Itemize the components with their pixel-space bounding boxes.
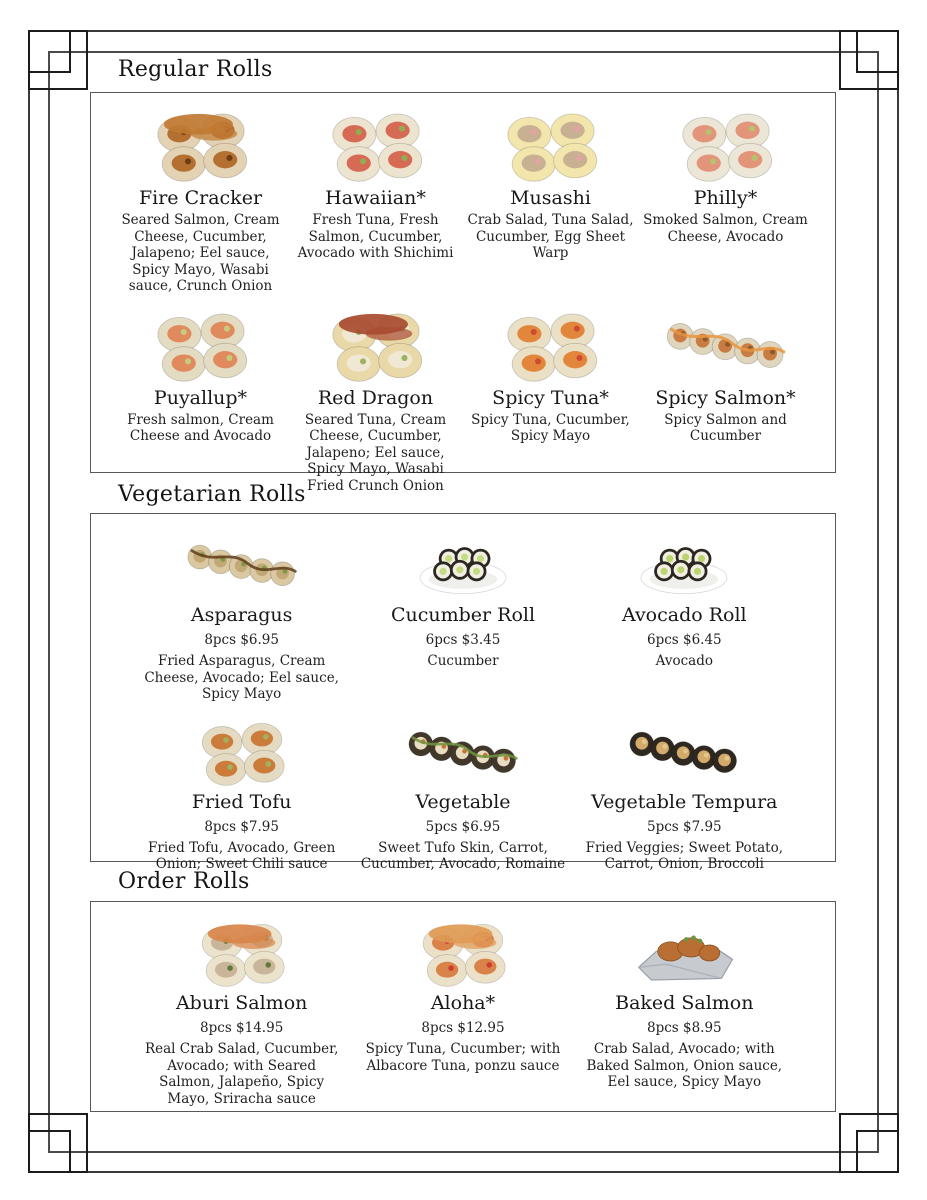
item-description: Avocado (655, 653, 713, 669)
item-description: Spicy Tuna, Cucumber, Spicy Mayo (471, 411, 630, 444)
section-heading-regular-rolls: Regular Rolls (118, 57, 273, 82)
frame-corner-ornament-top-left-outer (28, 30, 88, 90)
spicy-tuna-roll-photo (476, 303, 626, 383)
frame-corner-ornament-top-right-inner (856, 30, 899, 73)
puyallup-roll-photo (126, 303, 276, 383)
item-price: 6pcs $6.45 (646, 632, 722, 648)
order-rolls-box (90, 901, 836, 1112)
item-name: Fire Cracker (138, 187, 263, 209)
menu-item (131, 713, 352, 873)
menu-item (638, 303, 813, 495)
vegetarian-rolls-box (90, 513, 836, 872)
frame-corner-ornament-top-right-outer (839, 30, 899, 90)
item-name: Philly* (693, 187, 758, 209)
menu-item (352, 713, 573, 873)
item-name: Spicy Tuna* (492, 386, 609, 409)
item-name: Cucumber Roll (390, 604, 536, 626)
fire-cracker-roll-photo (126, 103, 276, 183)
musashi-roll-photo (476, 103, 626, 183)
frame-corner-ornament-bottom-right-outer (839, 1113, 899, 1173)
section-heading-order-rolls: Order Rolls (118, 869, 250, 894)
item-description: Seared Salmon, Cream Cheese, Cucumber, Jalapeno; Eel sauce, Spicy Mayo, Wasabi sauce, Crunch Onion (121, 212, 280, 294)
item-name: Musashi (510, 187, 591, 209)
item-description: Real Crab Salad, Cucumber, Avocado; with Seared Salmon, Jalapeño, Spicy Mayo, Sriracha sauce (144, 1041, 339, 1107)
item-price: 8pcs $7.95 (204, 818, 279, 835)
item-name: Vegetable Tempura (591, 790, 778, 813)
item-name: Asparagus (190, 604, 293, 626)
frame-corner-ornament-bottom-left-inner (28, 1130, 71, 1173)
menu-item (352, 526, 573, 703)
baked-salmon-roll-photo (609, 914, 759, 988)
spicy-salmon-roll-photo (651, 303, 801, 383)
item-price: 6pcs $3.45 (425, 632, 501, 648)
item-description: Spicy Salmon and Cucumber (664, 411, 787, 444)
fried-tofu-roll-photo (167, 713, 317, 787)
frame-corner-ornament-bottom-left-outer (28, 1113, 88, 1173)
menu-item (352, 914, 573, 1107)
vegetable-roll-photo (388, 713, 538, 787)
menu-item (463, 303, 638, 495)
menu-item (131, 526, 352, 703)
item-price: 8pcs $8.95 (646, 1020, 722, 1036)
regular-rolls-box (90, 92, 836, 494)
item-description: Smoked Salmon, Cream Cheese, Avocado (643, 212, 808, 245)
menu-item (131, 914, 352, 1107)
menu-item (288, 103, 463, 295)
vegetable-tempura-roll-photo (609, 713, 759, 787)
aburi-salmon-roll-photo (167, 914, 317, 988)
item-description: Crab Salad, Tuna Salad, Cucumber, Egg Sheet Warp (467, 212, 634, 261)
frame-corner-ornament-top-left-inner (28, 30, 71, 73)
red-dragon-roll-photo (301, 303, 451, 383)
frame-corner-ornament-bottom-right-inner (856, 1130, 899, 1173)
menu-item (574, 526, 795, 703)
avocado-roll-photo (609, 526, 759, 600)
item-price: 5pcs $6.95 (425, 818, 501, 835)
item-name: Fried Tofu (191, 790, 292, 813)
item-description: Cucumber (427, 653, 499, 669)
cucumber-roll-photo (388, 526, 538, 600)
item-price: 8pcs $12.95 (421, 1020, 505, 1036)
item-price: 5pcs $7.95 (646, 818, 722, 835)
item-name: Avocado Roll (622, 604, 747, 626)
item-description: Sweet Tufo Skin, Carrot, Cucumber, Avocado, Romaine (360, 839, 566, 872)
item-name: Aburi Salmon (175, 992, 308, 1014)
hawaiian-roll-photo (301, 103, 451, 183)
item-description: Spicy Tuna, Cucumber; with Albacore Tuna, ponzu sauce (365, 1041, 561, 1074)
item-description: Crab Salad, Avocado; with Baked Salmon, Onion sauce, Eel sauce, Spicy Mayo (586, 1041, 783, 1090)
item-name: Red Dragon (317, 386, 434, 409)
item-name: Spicy Salmon* (655, 386, 796, 409)
item-description: Fried Veggies; Sweet Potato, Carrot, Onion, Broccoli (585, 839, 784, 872)
menu-item (638, 103, 813, 295)
item-description: Fresh salmon, Cream Cheese and Avocado (127, 411, 274, 444)
item-name: Aloha* (430, 992, 496, 1014)
item-name: Hawaiian* (325, 187, 426, 209)
menu-item (463, 103, 638, 295)
asparagus-roll-photo (167, 526, 317, 600)
menu-item (113, 103, 288, 295)
item-price: 8pcs $6.95 (204, 632, 279, 648)
item-description: Fried Tofu, Avocado, Green Onion; Sweet Chili sauce (148, 839, 336, 872)
menu-item (574, 713, 795, 873)
item-name: Baked Salmon (615, 992, 754, 1014)
menu-item (288, 303, 463, 495)
item-name: Vegetable (415, 790, 511, 813)
section-heading-vegetarian-rolls: Vegetarian Rolls (118, 482, 306, 507)
philly-roll-photo (651, 103, 801, 183)
item-name: Puyallup* (153, 386, 248, 409)
item-description: Seared Tuna, Cream Cheese, Cucumber, Jalapeno; Eel sauce, Spicy Mayo, Wasabi Fried Crunch Onion (304, 411, 447, 494)
item-description: Fried Asparagus, Cream Cheese, Avocado; Eel sauce, Spicy Mayo (144, 653, 339, 702)
menu-item (113, 303, 288, 495)
item-description: Fresh Tuna, Fresh Salmon, Cucumber, Avocado with Shichimi (297, 212, 454, 261)
item-price: 8pcs $14.95 (200, 1020, 284, 1036)
aloha-roll-photo (388, 914, 538, 988)
menu-item (574, 914, 795, 1107)
